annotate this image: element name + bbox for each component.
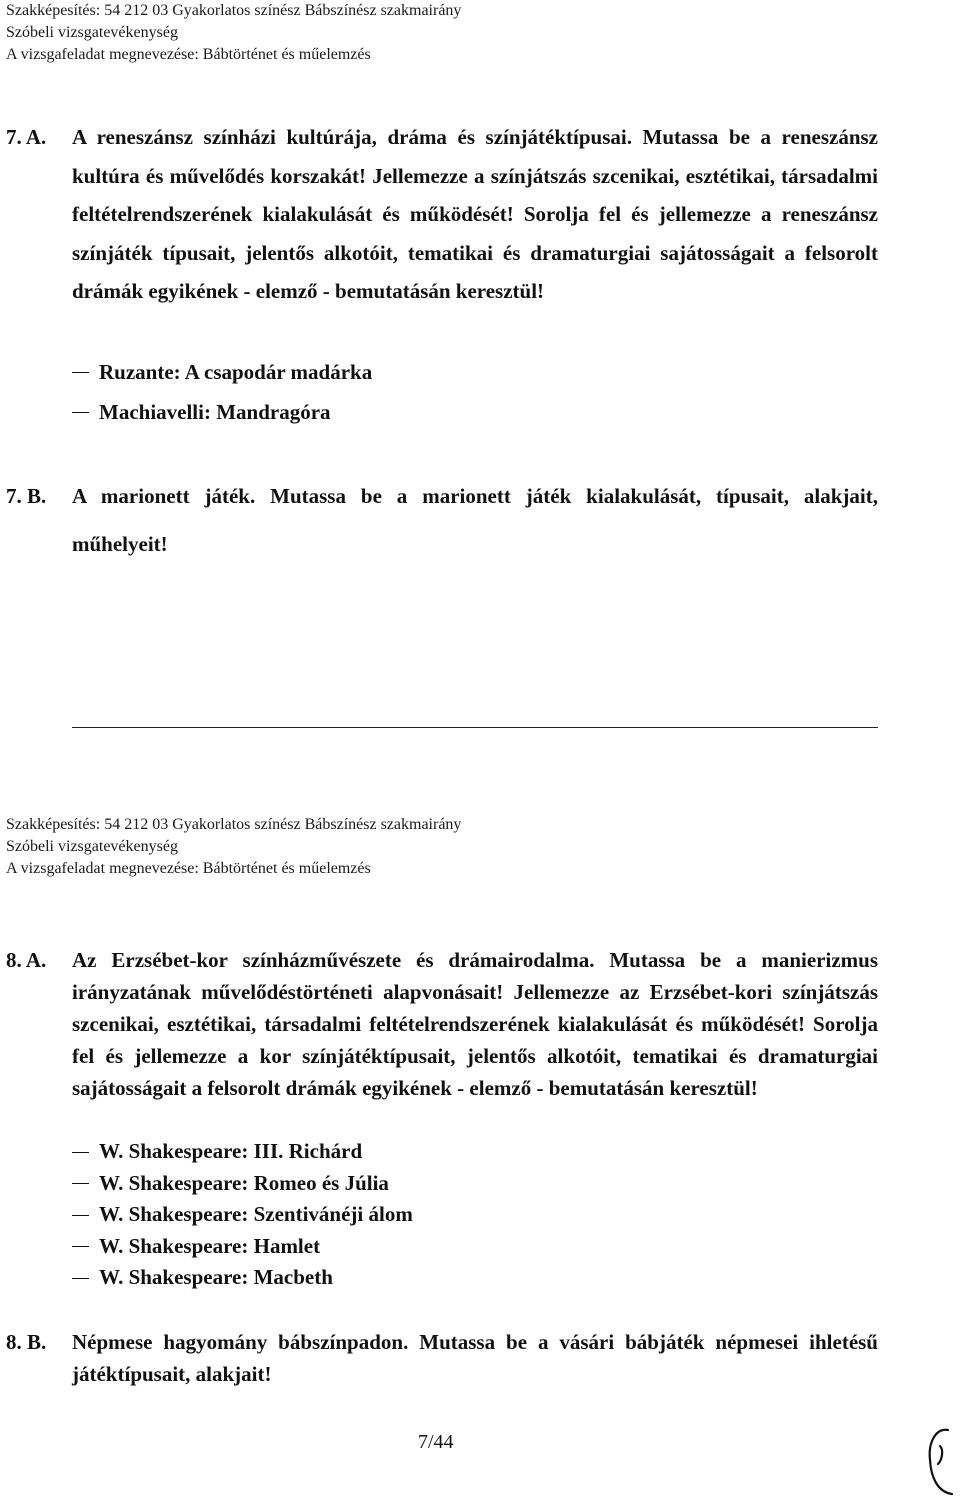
item-number: 7. A. xyxy=(6,125,47,149)
page-header xyxy=(6,0,461,66)
works-list-item: W. Shakespeare: Hamlet xyxy=(72,1231,413,1263)
header-exam-activity: Szóbeli vizsgatevékenység xyxy=(6,24,178,41)
dash-bullet xyxy=(72,1215,89,1216)
page-number: 7/44 xyxy=(418,1431,454,1453)
works-list-8a xyxy=(72,1136,413,1294)
item-text: Népmese hagyomány bábszínpadon. Mutassa be a vásári bábjáték népmesei ihletésű játéktípusait, alakjait! xyxy=(72,1330,878,1386)
dash-bullet xyxy=(72,1246,89,1247)
exam-item-7a xyxy=(6,118,878,311)
works-list-7a xyxy=(72,352,372,432)
works-list-item: W. Shakespeare: Szentivánéji álom xyxy=(72,1199,413,1231)
works-list-item: Machiavelli: Mandragóra xyxy=(72,392,372,432)
header-qualification: Szakképesítés: 54 212 03 Gyakorlatos színész Bábszínész szakmairány xyxy=(6,2,462,19)
item-text: Az Erzsébet-kor színházművészete és drámairodalma. Mutassa be a manierizmus irányzatának művelődéstörténeti alapvonásait! Jellemezze az Erzsébet-kori színjátszás szcenikai, esztétikai, társadalmi feltételrendszerének kialakulását és működését! Sorolja fel és jellemezze a kor színjátéktípusait, jelentős alkotóit, tematikai és dramaturgiai sajátosságait a felsorolt drámák egyikének - elemző - bemutatásán keresztül! xyxy=(72,948,878,1100)
item-number: 8. A. xyxy=(6,948,47,972)
item-number: 8. B. xyxy=(6,1330,47,1354)
item-number: 7. B. xyxy=(6,484,47,508)
exam-item-8a xyxy=(6,944,878,1104)
header-exam-activity: Szóbeli vizsgatevékenység xyxy=(6,838,178,855)
works-list-item: W. Shakespeare: III. Richárd xyxy=(72,1136,413,1168)
page-separator xyxy=(72,727,878,728)
dash-bullet xyxy=(72,1278,89,1279)
dash-bullet xyxy=(72,1152,89,1153)
page-header xyxy=(6,814,461,880)
dash-bullet xyxy=(72,372,89,373)
item-text: A reneszánsz színházi kultúrája, dráma és színjátéktípusai. Mutassa be a reneszánsz kultúra és művelődés korszakát! Jellemezze a színjátszás szcenikai, esztétikai, társadalmi feltételrendszerének kialakulását és működését! Sorolja fel és jellemezze a reneszánsz színjáték típusait, jelentős alkotóit, tematikai és dramaturgiai sajátosságait a felsorolt drámák egyikének - elemző - bemutatásán keresztül! xyxy=(72,125,878,303)
works-list-item: Ruzante: A csapodár madárka xyxy=(72,352,372,392)
exam-item-7b xyxy=(6,472,878,568)
works-list-item: W. Shakespeare: Macbeth xyxy=(72,1262,413,1294)
item-text: A marionett játék. Mutassa be a marionett játék kialakulását, típusait, alakjait, műhelyeit! xyxy=(72,484,878,556)
header-task-name: A vizsgafeladat megnevezése: Bábtörténet és műelemzés xyxy=(6,860,371,877)
dash-bullet xyxy=(72,1183,89,1184)
exam-item-8b xyxy=(6,1326,878,1390)
handwritten-mark-icon xyxy=(918,1420,960,1503)
dash-bullet xyxy=(72,412,89,413)
header-qualification: Szakképesítés: 54 212 03 Gyakorlatos színész Bábszínész szakmairány xyxy=(6,816,462,833)
works-list-item: W. Shakespeare: Romeo és Júlia xyxy=(72,1168,413,1200)
header-task-name: A vizsgafeladat megnevezése: Bábtörténet és műelemzés xyxy=(6,46,371,63)
